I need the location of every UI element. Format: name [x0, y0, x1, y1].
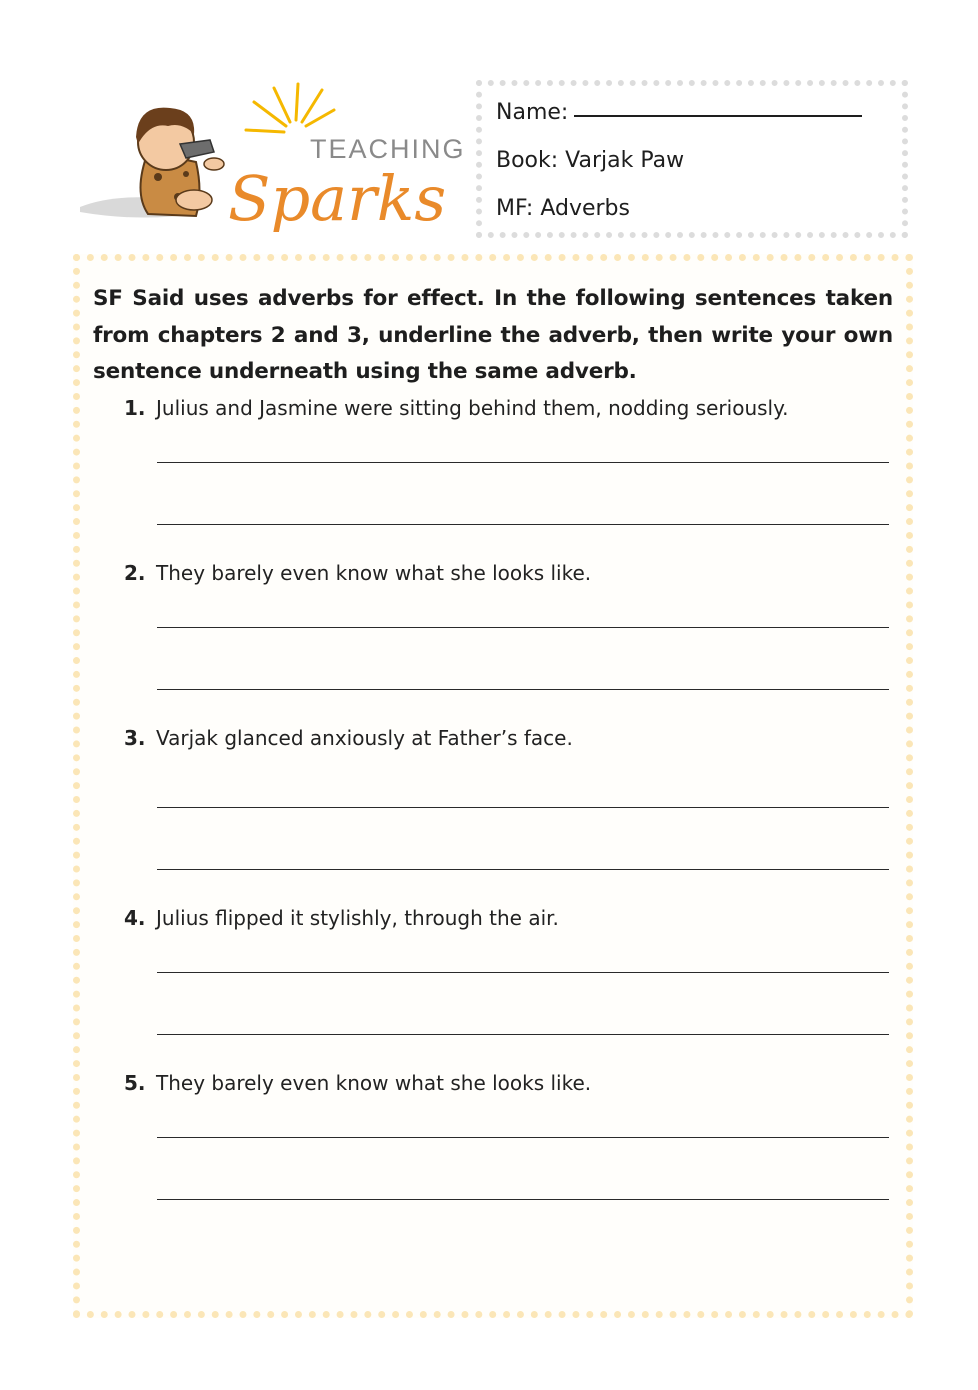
- logo-wordmark-top: TEACHING: [310, 134, 463, 164]
- focus-label: MF: Adverbs: [496, 196, 630, 221]
- book-title: Book: Varjak Paw: [496, 148, 685, 173]
- question-number: 1.: [124, 396, 146, 420]
- question-number: 2.: [124, 561, 146, 585]
- question-number: 4.: [124, 906, 146, 930]
- question-4: [124, 906, 894, 930]
- teaching-sparks-logo: [78, 82, 463, 232]
- answer-line-5a[interactable]: [157, 1137, 889, 1138]
- question-text: Varjak glanced anxiously at Father’s face.: [156, 726, 573, 750]
- logo-wordmark-bottom: Sparks: [228, 162, 447, 232]
- sun-rays-icon: [246, 84, 334, 132]
- answer-line-4a[interactable]: [157, 972, 889, 973]
- question-5: [124, 1071, 894, 1095]
- caveman-mascot-icon: [136, 108, 224, 216]
- name-label: Name:: [496, 100, 569, 125]
- student-info-box: [476, 80, 908, 238]
- answer-line-4b[interactable]: [157, 1034, 889, 1035]
- answer-line-3a[interactable]: [157, 807, 889, 808]
- question-text: Julius and Jasmine were sitting behind them, nodding seriously.: [156, 396, 789, 420]
- name-blank-line[interactable]: [574, 115, 862, 117]
- name-row: [496, 100, 862, 125]
- question-text: Julius flipped it stylishly, through the air.: [156, 906, 559, 930]
- answer-line-1a[interactable]: [157, 462, 889, 463]
- answer-line-2b[interactable]: [157, 689, 889, 690]
- instructions-text: SF Said uses adverbs for effect. In the following sentences taken from chapters 2 and 3, underline the adverb, then write your own sentence underneath using the same adverb.: [93, 286, 893, 384]
- answer-line-5b[interactable]: [157, 1199, 889, 1200]
- question-text: They barely even know what she looks like.: [156, 561, 592, 585]
- question-number: 3.: [124, 726, 146, 750]
- question-3: [124, 726, 894, 750]
- question-2: [124, 561, 894, 585]
- question-1: [124, 396, 894, 420]
- answer-line-2a[interactable]: [157, 627, 889, 628]
- question-text: They barely even know what she looks like.: [156, 1071, 592, 1095]
- answer-line-1b[interactable]: [157, 524, 889, 525]
- answer-line-3b[interactable]: [157, 869, 889, 870]
- logo-graphic: [78, 82, 463, 232]
- question-number: 5.: [124, 1071, 146, 1095]
